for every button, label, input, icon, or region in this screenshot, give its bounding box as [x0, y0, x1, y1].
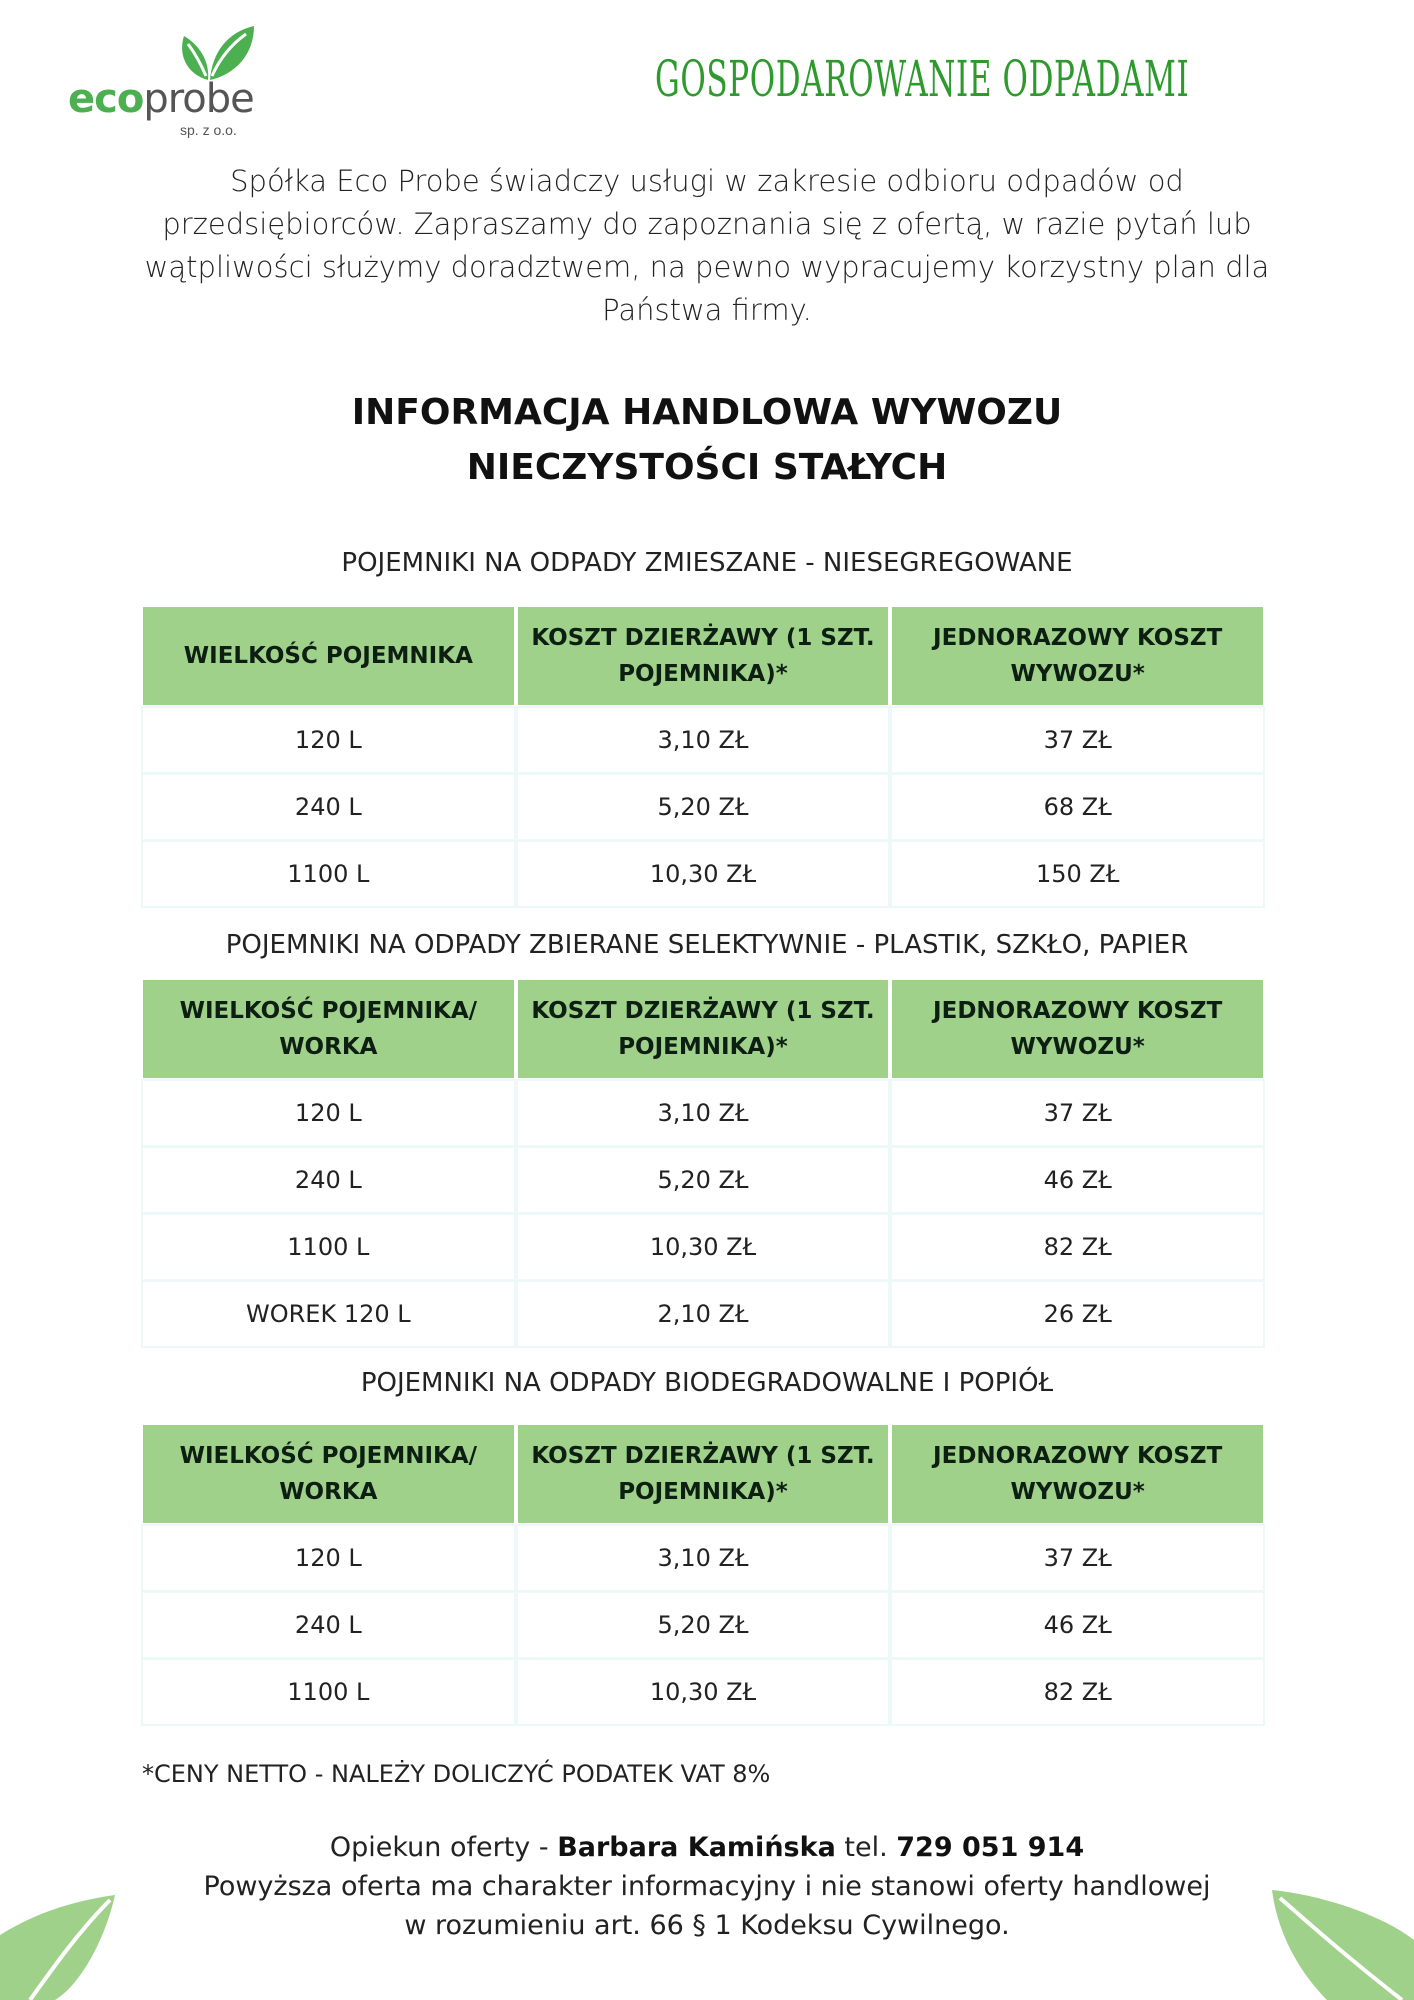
column-header: JEDNORAZOWY KOSZT WYWOZU*: [892, 980, 1263, 1078]
table-row: [143, 775, 1263, 839]
leaf-logo-icon: [176, 24, 256, 82]
table-row: [143, 1282, 1263, 1346]
table-cell: 37 ZŁ: [892, 1081, 1263, 1145]
table-cell: 10,30 ZŁ: [518, 1215, 889, 1279]
table-cell: 68 ZŁ: [892, 775, 1263, 839]
contact-name: Barbara Kamińska: [557, 1832, 836, 1863]
section-label-mixed: POJEMNIKI NA ODPADY ZMIESZANE - NIESEGREGOWANE: [341, 548, 1073, 578]
table-row: [143, 1593, 1263, 1657]
table-row: [143, 1660, 1263, 1724]
table-cell: 82 ZŁ: [892, 1660, 1263, 1724]
table-cell: 3,10 ZŁ: [518, 1081, 889, 1145]
table-row: [143, 1148, 1263, 1212]
table-cell: 5,20 ZŁ: [518, 775, 889, 839]
contact-prefix: Opiekun oferty -: [329, 1832, 558, 1863]
company-logo: [68, 24, 258, 144]
price-table-selective: [139, 977, 1267, 1349]
table-cell: 26 ZŁ: [892, 1282, 1263, 1346]
column-header: WIELKOŚĆ POJEMNIKA: [143, 607, 514, 705]
table-cell: 240 L: [143, 1148, 514, 1212]
table-cell: 240 L: [143, 775, 514, 839]
table-cell: 82 ZŁ: [892, 1215, 1263, 1279]
section-label-bio: POJEMNIKI NA ODPADY BIODEGRADOWALNE I POPIÓŁ: [360, 1368, 1054, 1398]
contact-line: [140, 1828, 1274, 1867]
table-cell: 3,10 ZŁ: [518, 1526, 889, 1590]
table-header-row: [143, 1425, 1263, 1523]
table-row: [143, 842, 1263, 906]
contact-info: [140, 1828, 1274, 1945]
table-cell: 2,10 ZŁ: [518, 1282, 889, 1346]
table-cell: 10,30 ZŁ: [518, 1660, 889, 1724]
leaf-decoration-left-icon: [0, 1895, 120, 2000]
column-header: JEDNORAZOWY KOSZT WYWOZU*: [892, 607, 1263, 705]
table-cell: 46 ZŁ: [892, 1148, 1263, 1212]
table-cell: 1100 L: [143, 842, 514, 906]
price-table-mixed: [139, 604, 1267, 909]
logo-suffix: sp. z o.o.: [180, 122, 237, 138]
column-header: KOSZT DZIERŻAWY (1 SZT. POJEMNIKA)*: [518, 607, 889, 705]
section-label-selective: POJEMNIKI NA ODPADY ZBIERANE SELEKTYWNIE - PLASTIK, SZKŁO, PAPIER: [225, 930, 1189, 960]
column-header: KOSZT DZIERŻAWY (1 SZT. POJEMNIKA)*: [518, 1425, 889, 1523]
table-cell: 120 L: [143, 708, 514, 772]
intro-text: Spółka Eco Probe świadczy usługi w zakresie odbioru odpadów od przedsiębiorców. Zapraszamy do zapoznania się z ofertą, w razie pytań lub wątpliwości służymy doradztwem, na pewno wypracujemy korzystny plan dla Państwa firmy.: [144, 164, 1270, 327]
table-cell: 1100 L: [143, 1660, 514, 1724]
table-row: [143, 1081, 1263, 1145]
heading-line-2: NIECZYSTOŚCI STAŁYCH: [466, 447, 948, 488]
table-cell: WOREK 120 L: [143, 1282, 514, 1346]
table-cell: 120 L: [143, 1081, 514, 1145]
table-row: [143, 1526, 1263, 1590]
table-cell: 46 ZŁ: [892, 1593, 1263, 1657]
table-row: [143, 708, 1263, 772]
table-header-row: [143, 607, 1263, 705]
table-cell: 5,20 ZŁ: [518, 1148, 889, 1212]
table-row: [143, 1215, 1263, 1279]
column-header: WIELKOŚĆ POJEMNIKA/ WORKA: [143, 1425, 514, 1523]
column-header: JEDNORAZOWY KOSZT WYWOZU*: [892, 1425, 1263, 1523]
table-cell: 1100 L: [143, 1215, 514, 1279]
table-cell: 37 ZŁ: [892, 708, 1263, 772]
column-header: KOSZT DZIERŻAWY (1 SZT. POJEMNIKA)*: [518, 980, 889, 1078]
logo-eco: eco: [68, 76, 144, 122]
main-heading: [140, 385, 1274, 495]
footnote: *CENY NETTO - NALEŻY DOLICZYĆ PODATEK VAT 8%: [142, 1760, 771, 1788]
logo-wordmark: [68, 76, 254, 122]
leaf-decoration-right-icon: [1272, 1890, 1414, 2000]
table-cell: 37 ZŁ: [892, 1526, 1263, 1590]
logo-probe: probe: [143, 76, 254, 122]
table-cell: 240 L: [143, 1593, 514, 1657]
tel-label: tel.: [835, 1832, 897, 1863]
table-cell: 5,20 ZŁ: [518, 1593, 889, 1657]
disclaimer-line-1: Powyższa oferta ma charakter informacyjny i nie stanowi oferty handlowej: [203, 1871, 1211, 1902]
price-table-bio: [139, 1422, 1267, 1727]
table-header-row: [143, 980, 1263, 1078]
page-title: GOSPODAROWANIE ODPADAMI: [655, 50, 1190, 108]
table-cell: 150 ZŁ: [892, 842, 1263, 906]
heading-line-1: INFORMACJA HANDLOWA WYWOZU: [351, 392, 1063, 433]
disclaimer-line-2: w rozumieniu art. 66 § 1 Kodeksu Cywilnego.: [404, 1910, 1010, 1941]
table-cell: 10,30 ZŁ: [518, 842, 889, 906]
contact-phone[interactable]: 729 051 914: [896, 1832, 1085, 1863]
column-header: WIELKOŚĆ POJEMNIKA/ WORKA: [143, 980, 514, 1078]
table-cell: 120 L: [143, 1526, 514, 1590]
table-cell: 3,10 ZŁ: [518, 708, 889, 772]
